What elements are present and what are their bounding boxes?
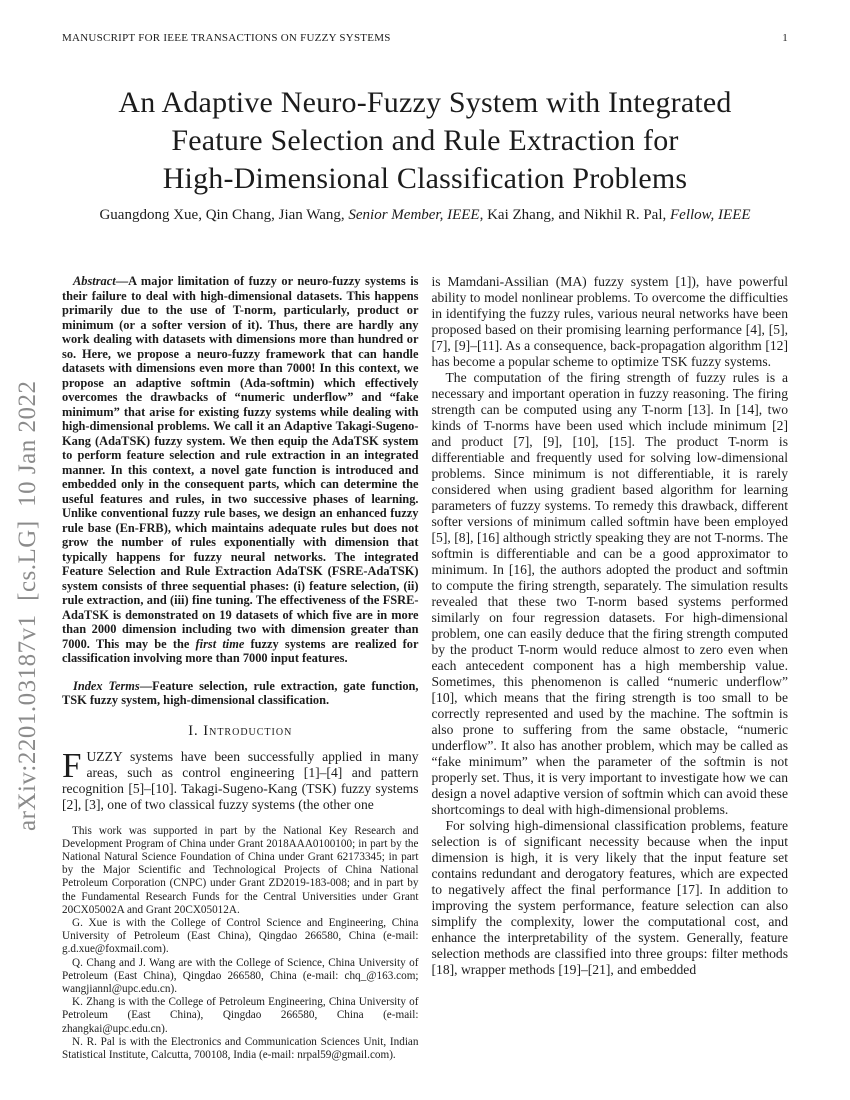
page-number: 1 [782,32,788,44]
abstract-paragraph [62,274,419,666]
body-paragraph-1: is Mamdani-Assilian (MA) fuzzy system [1]), have powerful ability to model nonlinear problems. To overcome the difficulties in identifying the fuzzy rules, various neural networks have been proposed based on their promising learning performance [4], [5], [7], [9]–[11]. As a consequence, back-propagation algorithm [12] has become a popular scheme to optimize TSK fuzzy systems. [431,274,788,369]
abstract-text-2: fuzzy systems are realized for classification involving more than 7000 input features. [62,636,419,665]
index-terms-text: —Feature selection, rule extraction, gate function, TSK fuzzy system, high-dimensional classification. [62,678,419,707]
running-header [62,32,788,44]
paper-title [62,84,788,198]
intro-dropcap: F [62,745,82,785]
index-terms-label: Index Terms [73,678,140,693]
footnote-funding: This work was supported in part by the National Key Research and Development Program of China under Grant 2018AAA0100100; in part by the National Natural Science Foundation of China under Grant 62173345; in part by the Major Scientific and Technological Projects of China National Petroleum Corporation (CNPC) under Grant ZD2019-183-008; and in part by the Fundamental Research Funds for the Central Universities under Grant 20CX05002A and Grant 20CX05012A. [62,824,419,916]
intro-paragraph [62,745,419,813]
intro-paragraph-text: UZZY systems have been successfully applied in many areas, such as control engineering [1]–[4] and pattern recognition [5]–[10]. Takagi-Sugeno-Kang (TSK) fuzzy systems [2], [3], one of two classical fuzzy systems (the other one [62,748,419,812]
footnote-author-chang-wang: Q. Chang and J. Wang are with the College of Science, China University of Petroleum (East China), Qingdao 266580, China (e-mail: chq_@163.com; wangjiannl@upc.edu.cn). [62,956,419,995]
left-column [62,274,419,1062]
index-terms [62,679,419,708]
authors-line [62,207,788,224]
author-names-2: , Kai Zhang, and Nikhil R. Pal, [479,207,670,223]
abstract-label: Abstract [73,274,116,288]
paper-title-line-2: Feature Selection and Rule Extraction for [171,124,679,157]
author-membership: Senior Member, IEEE [348,207,480,223]
abstract-italic-phrase: first time [195,636,245,651]
body-paragraph-2: The computation of the firing strength of fuzzy rules is a necessary and important operation in fuzzy reasoning. The firing strength can be computed using any T-norm [13]. In [14], two kinds of T-norms have been used which include minimum [2] and product [7], [9], [10], [15]. The product T-norm is differentiable and frequently used for solving low-dimensional problems. Since minimum is not differentiable, it is rarely considered when using gradient based algorithm for learning parameters of fuzzy systems. To remedy this drawback, different softer versions of minimum called softmin have been employed [5], [8], [16] although strictly speaking they are not T-norms. The softmin is differentiable and can be a good approximator to minimum. In [16], the authors adopted the product and softmin to compute the firing strength, separately. The simulation results revealed that these two T-norm based systems performed similarly on four regression datasets. For high-dimensional problem, one can easily deduce that the firing strength computed by the product T-norm would reduce almost to zero even when each antecedent component has a high membership value. Sometimes, this phenomenon is called “numeric underflow” [10], which means that the firing strength is too small to be correctly represented and used by the machine. The softmin is also prone to suffering from the same obstacle, “numeric underflow”. It also has another problem, which may be called as “fake minimum” when the parameter of the softmin is not properly set. Thus, it is very important to investigate how we can design a novel adaptive version of softmin which can avoid these shortcomings to deal with high-dimensional problems. [431,370,788,817]
footnote-author-xue: G. Xue is with the College of Control Science and Engineering, China University of Petroleum (East China), Qingdao 266580, China (e-mail: g.d.xue@foxmail.com). [62,916,419,956]
arxiv-watermark: arXiv:2201.03187v1 [cs.LG] 10 Jan 2022 [14,380,41,831]
footnote-author-zhang: K. Zhang is with the College of Petroleum Engineering, China University of Petroleum (East China), Qingdao 266580, China (e-mail: zhangkai@upc.edu.cn). [62,996,419,1035]
first-page-footnotes [62,825,419,1063]
abstract-text-1: —A major limitation of fuzzy or neuro-fuzzy systems is their failure to deal with high-dimensional datasets. This happens primarily due to the use of T-norm, particularly, product or minimum (or a softer version of it). Thus, there are hardly any work dealing with datasets with dimensions more than hundred or so. Here, we propose a neuro-fuzzy framework that can handle datasets with dimensions even more than 7000! In this context, we propose an adaptive softmin (Ada-softmin) which effectively overcomes the drawbacks of “numeric underflow” and “fake minimum” that arise for existing fuzzy systems while dealing with high-dimensional problems. We call it an Adaptive Takagi-Sugeno-Kang (AdaTSK) fuzzy system. We then equip the AdaTSK system to perform feature selection and rule extraction in an integrated manner. In this context, a novel gate function is introduced and embedded only in the consequent parts, which can determine the useful features and rules, in two successive phases of learning. Unlike conventional fuzzy rule bases, we design an enhanced fuzzy rule base (En-FRB), which maintains adequate rules but does not grow the number of rules exponentially with dimension that typically happens for fuzzy neural networks. The integrated Feature Selection and Rule Extraction AdaTSK (FSRE-AdaTSK) system consists of three sequential phases: (i) feature selection, (ii) rule extraction, and (iii) fine tuning. The effectiveness of the FSRE-AdaTSK is demonstrated on 19 datasets of which five are in more than 2000 dimension including two with dimension greater than 7000. This may be the [62,274,419,651]
two-column-body [62,274,788,1062]
paper-title-line-3: High-Dimensional Classification Problems [162,162,688,195]
footnote-author-pal: N. R. Pal is with the Electronics and Communication Sciences Unit, Indian Statistical Institute, Calcutta, 700108, India (e-mail: nrpal59@gmail.com). [62,1035,419,1061]
body-paragraph-3: For solving high-dimensional classification problems, feature selection is of significant necessity because when the input dimension is high, it is very likely that the input feature set contains redundant and derogatory features, which are expected to negatively affect the final performance [17]. In addition to improving the system performance, feature selection can also simplify the complexity, lower the computational cost, and enhance the interpretability of the system. Generally, feature selection methods are classified into three groups: filter methods [18], wrapper methods [19]–[21], and embedded [431,818,788,977]
author-names: Guangdong Xue, Qin Chang, Jian Wang, [99,207,349,223]
page-content [62,0,788,1062]
paper-title-line-1: An Adaptive Neuro-Fuzzy System with Integrated [118,86,732,119]
author-membership-2: Fellow, IEEE [670,207,751,223]
running-header-text: MANUSCRIPT FOR IEEE TRANSACTIONS ON FUZZY SYSTEMS [62,32,391,44]
section-heading-introduction: I. Introduction [188,722,293,739]
right-column [432,274,789,1062]
